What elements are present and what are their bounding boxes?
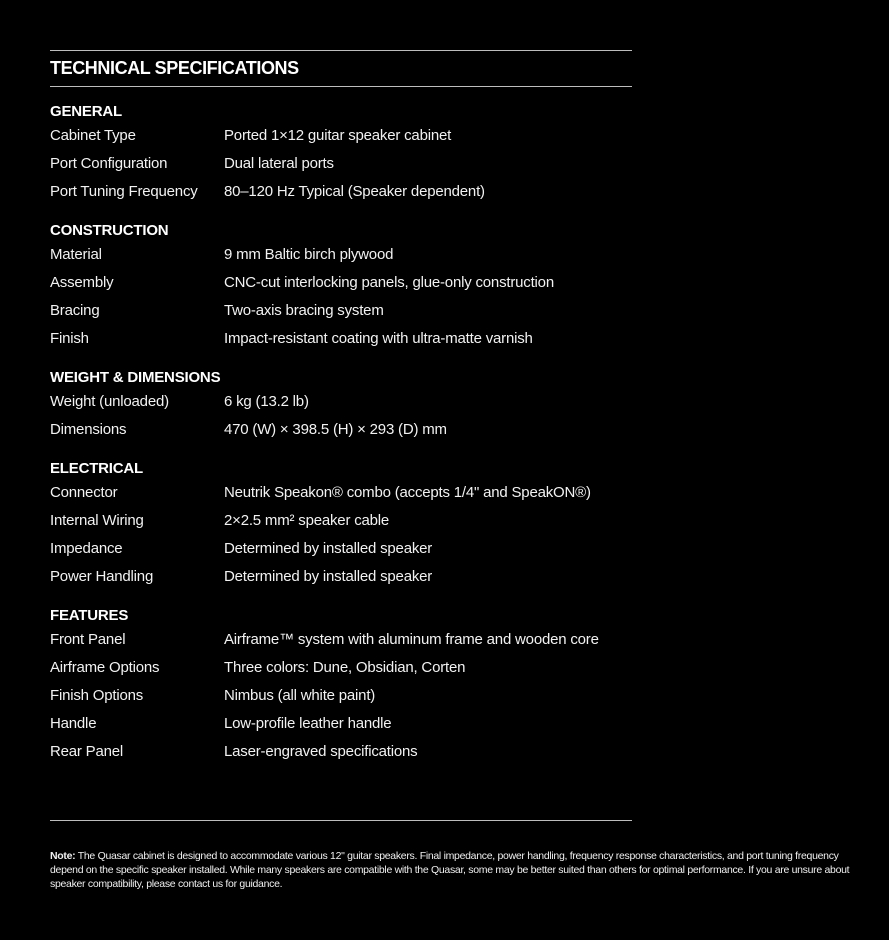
spec-value: 80–120 Hz Typical (Speaker dependent) bbox=[224, 183, 485, 200]
section-heading: ELECTRICAL bbox=[50, 460, 143, 477]
spec-label: Internal Wiring bbox=[50, 512, 144, 529]
spec-row bbox=[50, 122, 632, 150]
spec-label: Cabinet Type bbox=[50, 127, 136, 144]
spec-row bbox=[50, 654, 632, 682]
section-heading: FEATURES bbox=[50, 607, 129, 624]
spec-label: Assembly bbox=[50, 274, 114, 291]
note-label: Note: bbox=[50, 850, 76, 862]
spec-row bbox=[50, 738, 632, 766]
spec-value: Ported 1×12 guitar speaker cabinet bbox=[224, 127, 452, 144]
spec-row bbox=[50, 178, 632, 206]
spec-section bbox=[50, 223, 632, 353]
spec-row bbox=[50, 150, 632, 178]
spec-label: Rear Panel bbox=[50, 743, 124, 760]
spec-label: Dimensions bbox=[50, 421, 127, 438]
spec-value: Dual lateral ports bbox=[224, 155, 334, 172]
spec-value: Laser-engraved specifications bbox=[224, 743, 418, 760]
note-text: The Quasar cabinet is designed to accommodate various 12" guitar speakers. Final impedance, power handling, frequency response characteristics, and port tuning frequency depend on the specific speaker installed. While many speakers are compatible with the Quasar, some may be better suited than others for optimal performance. If you are unsure about speaker compatibility, please contact us for guidance. bbox=[50, 850, 850, 890]
spec-row bbox=[50, 479, 632, 507]
spec-section bbox=[50, 608, 632, 766]
spec-value: Nimbus (all white paint) bbox=[224, 687, 376, 704]
spec-row bbox=[50, 710, 632, 738]
section-heading: WEIGHT & DIMENSIONS bbox=[50, 369, 221, 386]
spec-label: Airframe Options bbox=[50, 659, 160, 676]
spec-label: Front Panel bbox=[50, 631, 126, 648]
spec-value: Low-profile leather handle bbox=[224, 715, 392, 732]
spec-row bbox=[50, 563, 632, 591]
spec-row bbox=[50, 626, 632, 654]
spec-value: Impact-resistant coating with ultra-matte varnish bbox=[224, 330, 533, 347]
spec-label: Power Handling bbox=[50, 568, 154, 585]
spec-label: Weight (unloaded) bbox=[50, 393, 169, 410]
spec-value: Two-axis bracing system bbox=[224, 302, 384, 319]
spec-value: Determined by installed speaker bbox=[224, 540, 433, 557]
spec-section bbox=[50, 370, 632, 444]
title-divider bbox=[50, 86, 632, 87]
spec-value: 470 (W) × 398.5 (H) × 293 (D) mm bbox=[224, 421, 447, 438]
spec-label: Finish Options bbox=[50, 687, 144, 704]
spec-label: Impedance bbox=[50, 540, 123, 557]
spec-section bbox=[50, 461, 632, 591]
spec-row bbox=[50, 416, 632, 444]
spec-value: 9 mm Baltic birch plywood bbox=[224, 246, 394, 263]
section-heading: GENERAL bbox=[50, 103, 122, 120]
spec-label: Material bbox=[50, 246, 102, 263]
spec-value: Airframe™ system with aluminum frame and wooden core bbox=[224, 631, 599, 648]
spec-sheet bbox=[50, 50, 632, 766]
bottom-divider bbox=[50, 820, 632, 821]
spec-label: Finish bbox=[50, 330, 89, 347]
spec-label: Port Configuration bbox=[50, 155, 168, 172]
spec-label: Port Tuning Frequency bbox=[50, 183, 198, 200]
spec-row bbox=[50, 682, 632, 710]
footnote bbox=[50, 849, 850, 891]
spec-row bbox=[50, 297, 632, 325]
spec-row bbox=[50, 535, 632, 563]
spec-value: Three colors: Dune, Obsidian, Corten bbox=[224, 659, 466, 676]
spec-value: Neutrik Speakon® combo (accepts 1/4" and SpeakON®) bbox=[224, 484, 591, 501]
spec-row bbox=[50, 269, 632, 297]
page-title: TECHNICAL SPECIFICATIONS bbox=[50, 58, 299, 78]
spec-value: 6 kg (13.2 lb) bbox=[224, 393, 309, 410]
spec-label: Connector bbox=[50, 484, 118, 501]
spec-value: 2×2.5 mm² speaker cable bbox=[224, 512, 390, 529]
spec-value: Determined by installed speaker bbox=[224, 568, 433, 585]
spec-label: Bracing bbox=[50, 302, 100, 319]
spec-value: CNC-cut interlocking panels, glue-only construction bbox=[224, 274, 554, 291]
spec-row bbox=[50, 241, 632, 269]
section-heading: CONSTRUCTION bbox=[50, 222, 169, 239]
spec-row bbox=[50, 507, 632, 535]
spec-label: Handle bbox=[50, 715, 97, 732]
spec-sections bbox=[50, 104, 632, 766]
spec-row bbox=[50, 388, 632, 416]
spec-section bbox=[50, 104, 632, 206]
spec-row bbox=[50, 325, 632, 353]
